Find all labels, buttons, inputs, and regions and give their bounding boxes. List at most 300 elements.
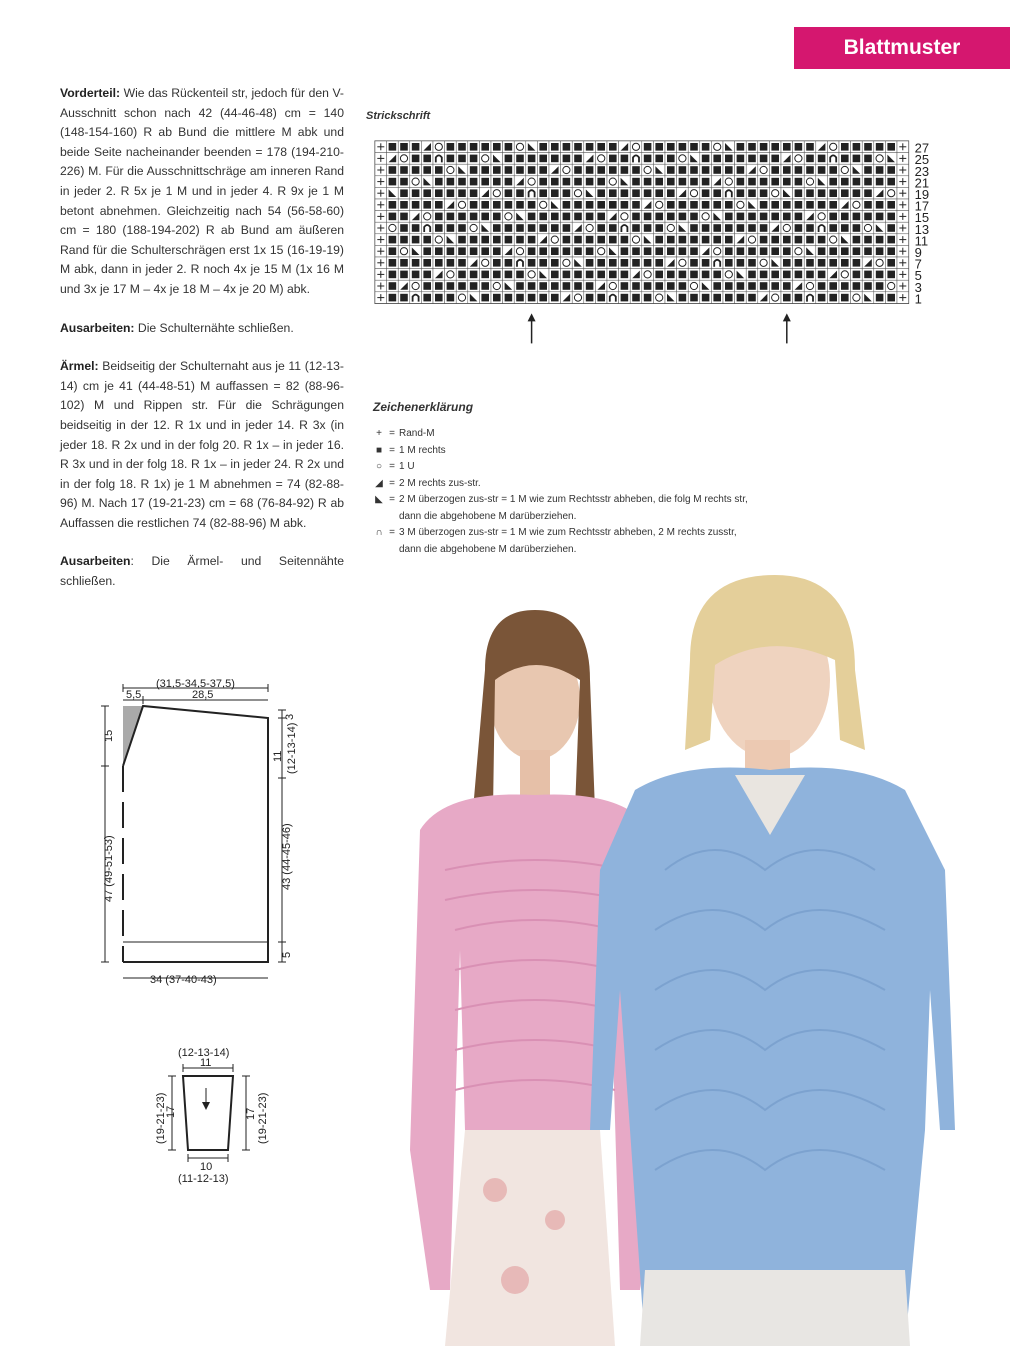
chart-cell <box>468 222 480 234</box>
chart-cell <box>653 153 665 165</box>
chart-cell <box>839 199 851 211</box>
sleeve-left-b: 17 <box>165 1105 177 1118</box>
chart-cell <box>456 199 468 211</box>
chart-cell <box>677 245 689 257</box>
chart-cell <box>445 292 457 304</box>
chart-cell <box>804 199 816 211</box>
body-schematic <box>90 670 320 990</box>
chart-cell <box>769 141 781 153</box>
chart-row-label: 17 <box>914 198 930 214</box>
chart-cell <box>851 164 863 176</box>
chart-cell <box>607 257 619 269</box>
chart-cell <box>630 257 642 269</box>
chart-cell <box>561 292 573 304</box>
chart-cell <box>642 222 654 234</box>
chart-cell <box>665 245 677 257</box>
chart-cell <box>421 234 433 246</box>
chart-cell <box>827 141 839 153</box>
chart-cell <box>723 257 735 269</box>
chart-cell <box>398 245 410 257</box>
chart-cell <box>885 176 897 188</box>
chart-cell <box>874 199 886 211</box>
chart-cell <box>375 292 387 304</box>
chart-cell <box>410 153 422 165</box>
dim-right-mid-a: 11 <box>272 750 284 762</box>
chart-cell <box>572 280 584 292</box>
chart-cell <box>769 292 781 304</box>
chart-cell <box>572 257 584 269</box>
dim-top-total: (31,5-34,5-37,5) <box>156 678 235 690</box>
chart-cell <box>688 153 700 165</box>
chart-cell <box>874 280 886 292</box>
chart-cell <box>804 269 816 281</box>
chart-cell <box>456 245 468 257</box>
chart-row-label: 21 <box>914 175 930 191</box>
chart-cell <box>862 176 874 188</box>
chart-cell <box>677 280 689 292</box>
chart-cell <box>711 222 723 234</box>
chart-cell <box>862 211 874 223</box>
chart-cell <box>642 211 654 223</box>
chart-cell <box>619 245 631 257</box>
chart-cell <box>793 257 805 269</box>
chart-cell <box>746 153 758 165</box>
chart-row-label: 1 <box>914 291 922 307</box>
instruction-sleeve: Ärmel: Beidseitig der Schulternaht aus je 11 (12-13-14) cm je 41 (44-48-51) M auffassen = 82 (88-96-102) M und Rippen str. Für die Schrägungen beidseitig in der 12. R 1x und in jeder 14. R 3x (in jeder 18. R 2x und in der folg 20. R 1x – in jeder 16. R 3x und in der folg 18. R 1x – in jeder 24. R 2x und in der folg 18. R 1x) je 1 M abnehmen = 74 (82-88-96) M. Nach 17 (19-21-23) cm = 68 (76-84-92) R ab Auffassen die restlichen 74 (82-88-96) M abk. <box>60 359 344 530</box>
chart-cell <box>665 269 677 281</box>
chart-cell <box>874 153 886 165</box>
chart-cell <box>375 280 387 292</box>
chart-cell <box>572 199 584 211</box>
chart-cell <box>421 164 433 176</box>
dim-top-right: 28,5 <box>192 689 214 701</box>
section-title: Blattmuster <box>794 27 1010 69</box>
chart-cell <box>700 141 712 153</box>
chart-cell <box>746 141 758 153</box>
chart-cell <box>491 292 503 304</box>
chart-cell <box>514 211 526 223</box>
chart-cell <box>479 257 491 269</box>
chart-cell <box>723 199 735 211</box>
chart-cell <box>491 269 503 281</box>
chart-cell <box>677 153 689 165</box>
chart-cell <box>595 269 607 281</box>
chart-cell <box>572 234 584 246</box>
chart-cell <box>665 164 677 176</box>
chart-cell <box>862 234 874 246</box>
chart-cell <box>839 153 851 165</box>
chart-cell <box>874 292 886 304</box>
chart-cell <box>758 199 770 211</box>
chart-cell <box>619 141 631 153</box>
chart-cell <box>862 280 874 292</box>
chart-cell <box>677 234 689 246</box>
chart-cell <box>711 211 723 223</box>
chart-cell <box>375 211 387 223</box>
chart-cell <box>874 234 886 246</box>
chart-cell <box>735 164 747 176</box>
chart-cell <box>619 292 631 304</box>
chart-cell <box>862 164 874 176</box>
chart-cell <box>514 222 526 234</box>
chart-cell <box>398 222 410 234</box>
chart-cell <box>897 153 909 165</box>
chart-cell <box>445 280 457 292</box>
instructions-text <box>60 84 344 611</box>
arrow-up-icon <box>528 313 536 343</box>
chart-cell <box>630 176 642 188</box>
chart-cell <box>479 234 491 246</box>
chart-cell <box>595 245 607 257</box>
chart-cell <box>862 153 874 165</box>
chart-cell <box>862 245 874 257</box>
chart-cell <box>503 176 515 188</box>
chart-cell <box>549 153 561 165</box>
chart-cell <box>735 211 747 223</box>
chart-cell <box>445 222 457 234</box>
chart-cell <box>456 269 468 281</box>
chart-cell <box>816 234 828 246</box>
chart-cell <box>607 141 619 153</box>
chart-cell <box>723 141 735 153</box>
chart-cell <box>677 292 689 304</box>
chart-cell <box>410 199 422 211</box>
chart-cell <box>514 164 526 176</box>
chart-cell <box>421 257 433 269</box>
chart-cell <box>537 269 549 281</box>
chart-cell <box>456 153 468 165</box>
chart-cell <box>827 257 839 269</box>
knitting-chart <box>373 137 973 397</box>
chart-cell <box>851 234 863 246</box>
chart-cell <box>735 292 747 304</box>
chart-cell <box>746 211 758 223</box>
chart-cell <box>479 245 491 257</box>
chart-cell <box>897 245 909 257</box>
chart-cell <box>549 164 561 176</box>
chart-cell <box>677 257 689 269</box>
chart-cell <box>793 153 805 165</box>
chart-cell <box>503 222 515 234</box>
chart-cell <box>410 280 422 292</box>
chart-cell <box>468 245 480 257</box>
chart-cell <box>433 199 445 211</box>
chart-cell <box>827 153 839 165</box>
chart-cell <box>804 141 816 153</box>
chart-cell <box>665 176 677 188</box>
chart-cell <box>584 153 596 165</box>
chart-cell <box>595 292 607 304</box>
chart-cell <box>398 234 410 246</box>
legend-text: 1 M rechts <box>399 444 446 456</box>
filled-square-icon: ■ <box>375 444 383 456</box>
chart-cell <box>398 269 410 281</box>
chart-cell <box>375 257 387 269</box>
chart-cell <box>607 280 619 292</box>
chart-cell <box>723 153 735 165</box>
chart-cell <box>816 280 828 292</box>
arch-icon: ∩ <box>375 527 383 538</box>
chart-row-label: 25 <box>914 152 930 168</box>
chart-cell <box>421 280 433 292</box>
chart-cell <box>503 280 515 292</box>
chart-cell <box>619 222 631 234</box>
chart-cell <box>561 199 573 211</box>
chart-cell <box>375 153 387 165</box>
chart-cell <box>688 222 700 234</box>
chart-cell <box>561 269 573 281</box>
chart-cell <box>526 176 538 188</box>
chart-cell <box>781 176 793 188</box>
chart-cell <box>526 211 538 223</box>
instruction-finish-1: Ausarbeiten: Die Schulternähte schließen. <box>60 320 294 335</box>
chart-cell <box>677 176 689 188</box>
chart-cell <box>793 292 805 304</box>
chart-cell <box>781 292 793 304</box>
chart-cell <box>862 222 874 234</box>
chart-cell <box>839 176 851 188</box>
chart-cell <box>711 257 723 269</box>
chart-cell <box>885 257 897 269</box>
chart-cell <box>885 292 897 304</box>
arrow-up-icon <box>783 313 791 343</box>
chart-cell <box>433 257 445 269</box>
chart-cell <box>398 187 410 199</box>
chart-cell <box>746 245 758 257</box>
dim-right-top: 3 <box>284 713 296 720</box>
chart-cell <box>503 245 515 257</box>
chart-cell <box>433 187 445 199</box>
chart-cell <box>584 257 596 269</box>
chart-cell <box>827 164 839 176</box>
chart-cell <box>479 187 491 199</box>
chart-cell <box>549 211 561 223</box>
chart-cell <box>700 292 712 304</box>
chart-cell <box>642 245 654 257</box>
chart-cell <box>781 187 793 199</box>
chart-cell <box>630 141 642 153</box>
chart-cell <box>445 269 457 281</box>
chart-cell <box>700 222 712 234</box>
chart-cell <box>769 164 781 176</box>
chart-cell <box>874 187 886 199</box>
chart-cell <box>688 164 700 176</box>
chart-cell <box>827 211 839 223</box>
chart-cell <box>839 211 851 223</box>
chart-cell <box>897 222 909 234</box>
chart-cell <box>711 153 723 165</box>
chart-cell <box>433 222 445 234</box>
chart-cell <box>630 199 642 211</box>
chart-cell <box>816 292 828 304</box>
chart-cell <box>862 269 874 281</box>
chart-cell <box>816 164 828 176</box>
chart-cell <box>781 269 793 281</box>
chart-cell <box>619 199 631 211</box>
chart-cell <box>387 280 399 292</box>
dim-right-bottom: 5 <box>281 951 293 958</box>
chart-cell <box>503 141 515 153</box>
chart-cell <box>410 269 422 281</box>
chart-cell <box>735 257 747 269</box>
chart-cell <box>503 269 515 281</box>
chart-cell <box>433 176 445 188</box>
chart-cell <box>479 292 491 304</box>
chart-cell <box>769 222 781 234</box>
chart-cell <box>421 245 433 257</box>
chart-cell <box>827 176 839 188</box>
chart-cell <box>700 187 712 199</box>
chart-cell <box>433 141 445 153</box>
chart-cell <box>410 292 422 304</box>
chart-cell <box>607 245 619 257</box>
chart-cell <box>793 164 805 176</box>
chart-cell <box>653 292 665 304</box>
chart-cell <box>387 222 399 234</box>
chart-cell <box>584 187 596 199</box>
chart-cell <box>584 222 596 234</box>
chart-cell <box>769 269 781 281</box>
chart-cell <box>468 176 480 188</box>
dim-top-left: 5,5 <box>126 689 142 701</box>
chart-cell <box>607 176 619 188</box>
chart-cell <box>700 153 712 165</box>
chart-cell <box>851 222 863 234</box>
chart-cell <box>827 292 839 304</box>
chart-cell <box>711 234 723 246</box>
chart-cell <box>410 164 422 176</box>
chart-cell <box>491 176 503 188</box>
chart-cell <box>677 187 689 199</box>
chart-cell <box>398 141 410 153</box>
chart-cell <box>526 269 538 281</box>
chart-row-label: 11 <box>914 233 929 249</box>
chart-cell <box>468 234 480 246</box>
chart-cell <box>421 176 433 188</box>
chart-cell <box>572 164 584 176</box>
chart-cell <box>514 234 526 246</box>
chart-cell <box>851 257 863 269</box>
chart-cell <box>642 164 654 176</box>
chart-cell <box>549 141 561 153</box>
chart-cell <box>561 153 573 165</box>
chart-cell <box>642 141 654 153</box>
chart-cell <box>793 269 805 281</box>
chart-cell <box>839 187 851 199</box>
chart-cell <box>607 222 619 234</box>
chart-cell <box>433 292 445 304</box>
chart-cell <box>851 292 863 304</box>
chart-cell <box>758 211 770 223</box>
chart-row-label: 7 <box>914 256 922 272</box>
chart-cell <box>723 187 735 199</box>
chart-cell <box>839 269 851 281</box>
chart-cell <box>688 187 700 199</box>
chart-cell <box>619 164 631 176</box>
chart-cell <box>723 292 735 304</box>
chart-cell <box>653 141 665 153</box>
chart-cell <box>827 234 839 246</box>
chart-cell <box>839 164 851 176</box>
chart-cell <box>595 199 607 211</box>
chart-cell <box>827 245 839 257</box>
chart-cell <box>572 211 584 223</box>
chart-cell <box>677 269 689 281</box>
chart-cell <box>445 199 457 211</box>
chart-cell <box>769 245 781 257</box>
chart-cell <box>630 164 642 176</box>
chart-cell <box>688 245 700 257</box>
chart-cell <box>746 257 758 269</box>
chart-cell <box>723 211 735 223</box>
chart-cell <box>630 280 642 292</box>
chart-cell <box>572 176 584 188</box>
chart-cell <box>456 176 468 188</box>
chart-cell <box>375 141 387 153</box>
chart-cell <box>839 234 851 246</box>
chart-cell <box>387 187 399 199</box>
circle-icon: ○ <box>375 461 383 472</box>
chart-cell <box>897 269 909 281</box>
chart-cell <box>711 269 723 281</box>
chart-cell <box>607 234 619 246</box>
chart-cell <box>398 176 410 188</box>
chart-cell <box>723 234 735 246</box>
chart-cell <box>874 211 886 223</box>
legend-row-skp: ◣ = 2 M überzogen zus-str = 1 M wie zum Rechtsstr abheben, die folg M rechts str, dann die abgehobene M darüberziehen. <box>373 492 753 525</box>
legend-row-knit: ■ = 1 M rechts <box>373 443 753 460</box>
sleeve-outline <box>183 1076 233 1150</box>
chart-cell <box>642 153 654 165</box>
chart-cell <box>468 257 480 269</box>
chart-cell <box>433 234 445 246</box>
chart-cell <box>781 234 793 246</box>
chart-cell <box>456 292 468 304</box>
chart-cell <box>793 141 805 153</box>
chart-cell <box>816 176 828 188</box>
chart-cell <box>653 176 665 188</box>
chart-row-label: 19 <box>914 187 930 202</box>
chart-cell <box>375 234 387 246</box>
chart-cell <box>549 280 561 292</box>
chart-cell <box>584 234 596 246</box>
chart-cell <box>433 269 445 281</box>
chart-cell <box>885 211 897 223</box>
chart-cell <box>445 187 457 199</box>
chart-cell <box>758 187 770 199</box>
chart-cell <box>630 211 642 223</box>
dim-right-long: 43 (44-45-46) <box>281 823 293 890</box>
chart-cell <box>758 234 770 246</box>
chart-cell <box>549 269 561 281</box>
chart-cell <box>862 141 874 153</box>
chart-cell <box>711 176 723 188</box>
chart-cell <box>642 269 654 281</box>
chart-cell <box>491 280 503 292</box>
chart-cell <box>595 164 607 176</box>
chart-cell <box>793 222 805 234</box>
chart-cell <box>630 234 642 246</box>
chart-cell <box>816 245 828 257</box>
chart-cell <box>503 164 515 176</box>
chart-cell <box>468 187 480 199</box>
chart-cell <box>653 164 665 176</box>
chart-cell <box>827 269 839 281</box>
chart-cell <box>630 153 642 165</box>
chart-cell <box>793 234 805 246</box>
chart-cell <box>584 211 596 223</box>
chart-cell <box>468 141 480 153</box>
